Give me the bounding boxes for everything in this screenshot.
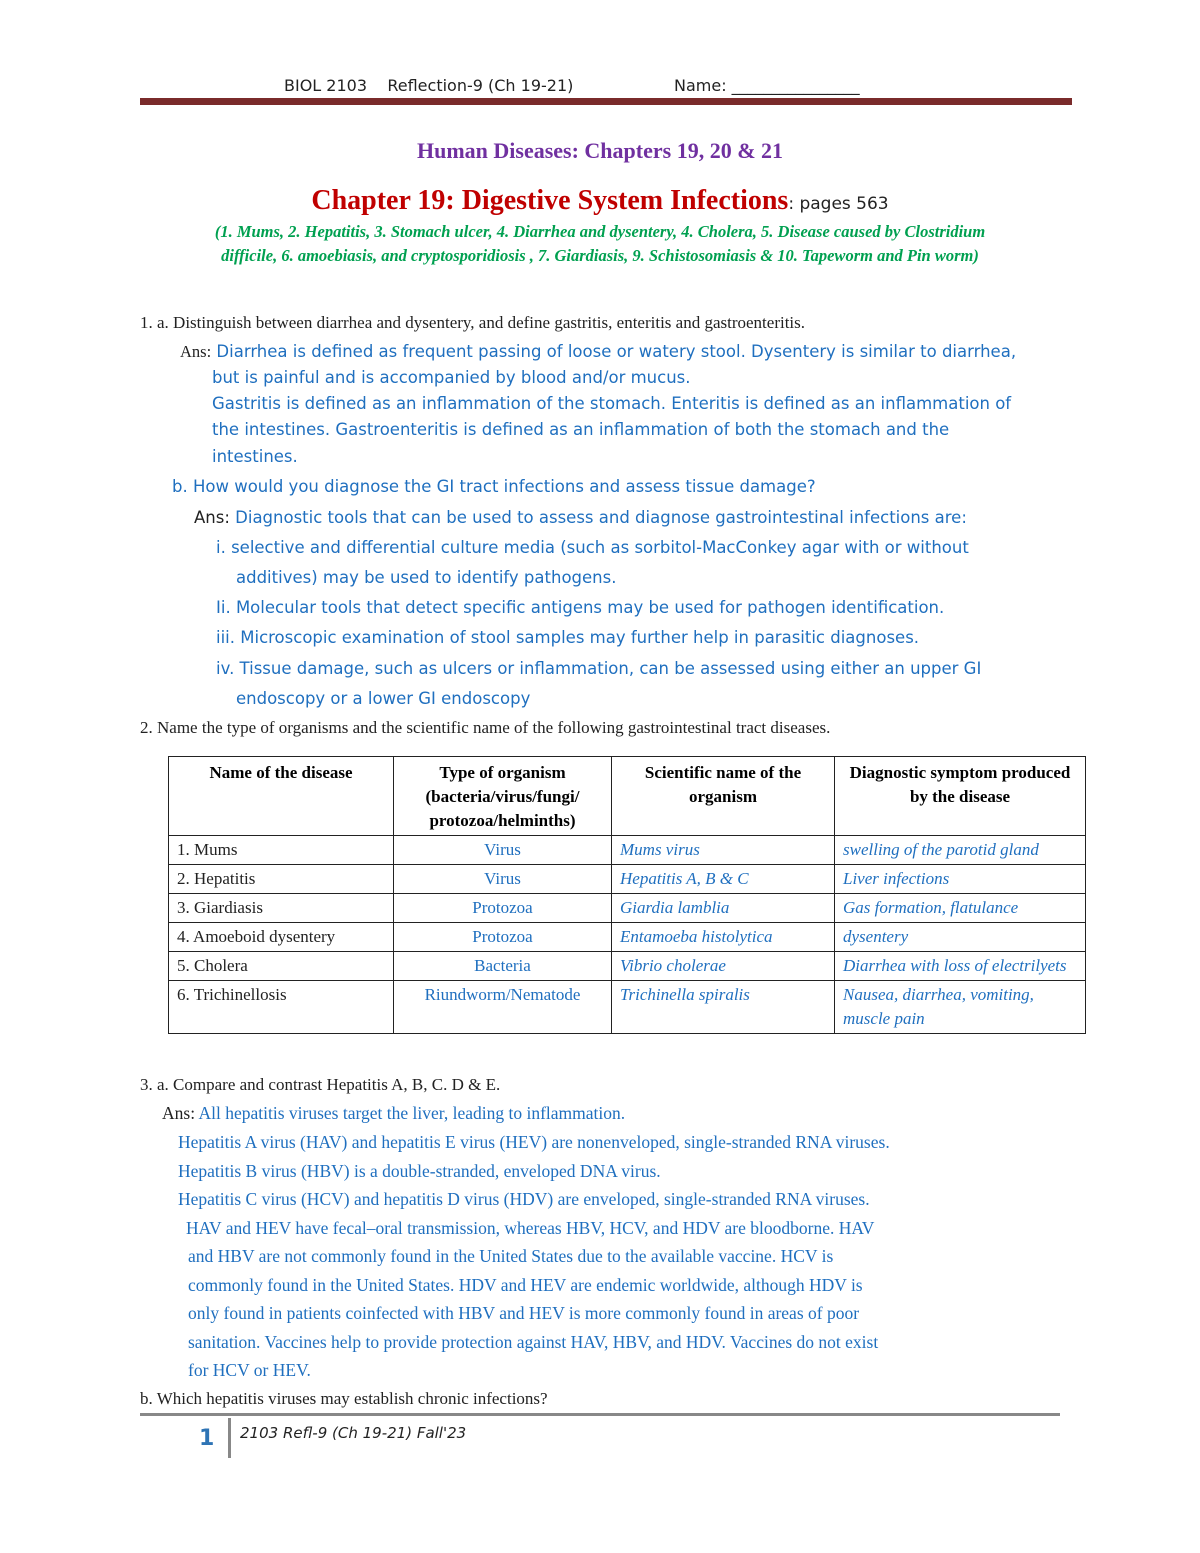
course-label: BIOL 2103 Reflection-9 (Ch 19-21) [284,76,574,95]
table-row [169,981,1086,1034]
answer-label: Ans: [162,1103,196,1123]
q1b-item: i. selective and differential culture media (such as sorbitol-MacConkey agar with or without [216,538,969,557]
table-row [169,923,1086,952]
q2-question: 2. Name the type of organisms and the scientific name of the following gastrointestinal tract diseases. [140,718,831,737]
table-cell: 2. Hepatitis [169,865,394,894]
table-row [169,952,1086,981]
q3a-answer-line: Hepatitis A virus (HAV) and hepatitis E virus (HEV) are nonenveloped, single-stranded RNA viruses. [178,1132,890,1152]
q1a-answer-line: but is painful and is accompanied by blood and/or mucus. [212,368,691,387]
document-title: Human Diseases: Chapters 19, 20 & 21 [416,138,784,163]
table-cell: Mums virus [612,836,835,865]
table-cell: Virus [394,865,612,894]
answer-text: Diarrhea is defined as frequent passing of loose or watery stool. Dysentery is similar to diarrhea, [216,342,1017,361]
q3a-answer-line: commonly found in the United States. HDV and HEV are endemic worldwide, although HDV is [188,1275,863,1295]
table-cell: Hepatitis A, B & C [612,865,835,894]
q1a-question: 1. a. Distinguish between diarrhea and dysentery, and define gastritis, enteritis and gastroenteritis. [140,313,806,332]
q3b-question: b. Which hepatitis viruses may establish chronic infections? [140,1389,548,1408]
q3a-answer-line [162,1103,625,1124]
table-row [169,865,1086,894]
table-cell: Vibrio cholerae [612,952,835,981]
q1b-question: b. How would you diagnose the GI tract infections and assess tissue damage? [172,477,816,496]
chapter-pages: : pages 563 [788,194,889,214]
table-cell: Giardia lamblia [612,894,835,923]
table-cell: Virus [394,836,612,865]
table-header-row [169,757,1086,836]
q3a-answer-line: sanitation. Vaccines help to provide protection against HAV, HBV, and HDV. Vaccines do not exist [188,1332,879,1352]
table-cell: Liver infections [835,865,1086,894]
table-cell: Nausea, diarrhea, vomiting, muscle pain [835,981,1086,1034]
answer-label: Ans: [194,508,230,527]
q3a-answer-line: Hepatitis B virus (HBV) is a double-stranded, enveloped DNA virus. [178,1161,661,1181]
header-divider [140,98,1072,105]
table-cell: 4. Amoeboid dysentery [169,923,394,952]
column-header: Type of organism (bacteria/virus/fungi/ protozoa/helminths) [394,757,612,836]
disease-table [168,756,1086,1034]
table-cell: 6. Trichinellosis [169,981,394,1034]
q1a-answer-line [180,342,1016,362]
table-cell: Protozoa [394,923,612,952]
q3a-answer-line: for HCV or HEV. [188,1360,311,1380]
q3a-answer-line: and HBV are not commonly found in the United States due to the available vaccine. HCV is [188,1246,834,1266]
table-cell: 3. Giardiasis [169,894,394,923]
table-cell: 5. Cholera [169,952,394,981]
table-cell: Riundworm/Nematode [394,981,612,1034]
q1a-answer-line: the intestines. Gastroenteritis is defined as an inflammation of both the stomach and the [212,420,950,439]
q3a-answer-line: HAV and HEV have fecal–oral transmission, whereas HBV, HCV, and HDV are bloodborne. HAV [186,1218,875,1238]
chapter-heading [0,185,1200,217]
chapter-title: Chapter 19: Digestive System Infections [311,185,789,216]
table-row [169,894,1086,923]
table-cell: swelling of the parotid gland [835,836,1086,865]
q1b-answer-intro [194,508,967,527]
q1a-answer-line: Gastritis is defined as an inflammation of the stomach. Enteritis is defined as an inflammation of [212,394,1012,413]
answer-text: All hepatitis viruses target the liver, leading to inflammation. [198,1103,626,1123]
footer-divider [140,1413,1060,1416]
table-cell: Gas formation, flatulance [835,894,1086,923]
answer-label: Ans: [180,342,212,361]
chapter-topics: (1. Mums, 2. Hepatitis, 3. Stomach ulcer, 4. Diarrhea and dysentery, 4. Cholera, 5. Disease caused by Clostridium difficile, 6. amoebiasis, and cryptosporidiosis , 7. Giardiasis, 9. Schistosomiasis & 10. Tapeworm and Pin worm) [214,222,986,265]
q3a-answer-line: only found in patients coinfected with HBV and HEV is more commonly found in areas of poor [188,1303,860,1323]
table-cell: Diarrhea with loss of electrilyets [835,952,1086,981]
q3a-answer-line: Hepatitis C virus (HCV) and hepatitis D virus (HDV) are enveloped, single-stranded RNA viruses. [178,1189,870,1209]
table-row [169,836,1086,865]
name-field: Name: ________________ [674,76,860,95]
table-cell: Entamoeba histolytica [612,923,835,952]
q1b-item: Ii. Molecular tools that detect specific antigens may be used for pathogen identification. [216,598,945,617]
column-header: Diagnostic symptom produced by the disease [835,757,1086,836]
q1b-item: iv. Tissue damage, such as ulcers or inflammation, can be assessed using either an upper GI [216,659,982,678]
footer-vertical-divider [228,1418,231,1458]
table-cell: 1. Mums [169,836,394,865]
footer-text: 2103 Refl-9 (Ch 19-21) Fall'23 [240,1424,467,1442]
answer-text: Diagnostic tools that can be used to assess and diagnose gastrointestinal infections are: [235,508,967,527]
q1a-answer-line: intestines. [212,447,298,466]
table-cell: Protozoa [394,894,612,923]
table-cell: dysentery [835,923,1086,952]
column-header: Name of the disease [169,757,394,836]
q3a-question: 3. a. Compare and contrast Hepatitis A, B, C. D & E. [140,1075,501,1094]
q1b-item: endoscopy or a lower GI endoscopy [236,689,531,708]
q1b-item: additives) may be used to identify pathogens. [236,568,617,587]
page-number: 1 [199,1426,215,1451]
q1b-item: iii. Microscopic examination of stool samples may further help in parasitic diagnoses. [216,628,920,647]
table-cell: Trichinella spiralis [612,981,835,1034]
column-header: Scientific name of the organism [612,757,835,836]
table-cell: Bacteria [394,952,612,981]
